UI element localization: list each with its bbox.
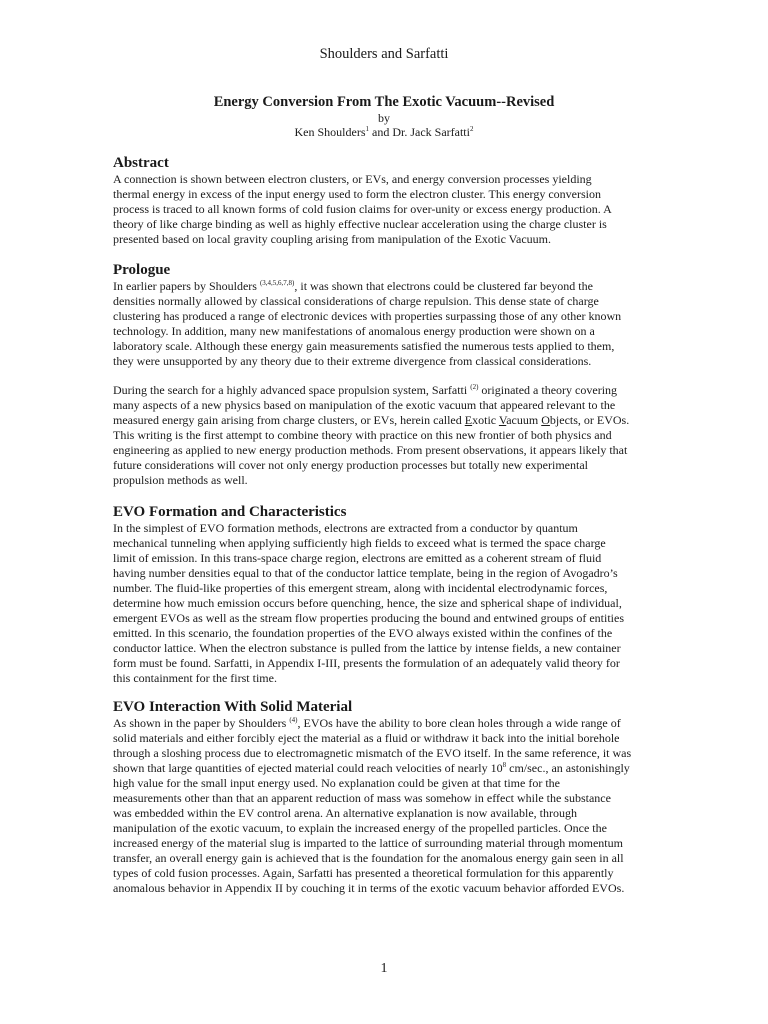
underlined-letter: V <box>498 413 507 427</box>
text-line: theory of like charge binding as well as highly effective nuclear acceleration using the charge cluster is <box>113 217 607 231</box>
text-line: measurements other than that an apparent reduction of mass was somehow in effect while the substance <box>113 791 611 805</box>
author-name: Ken Shoulders <box>294 125 366 139</box>
underlined-letter: O <box>541 413 550 427</box>
text-line <box>113 279 658 294</box>
text-line: emitted. In this scenario, the foundation properties of the EVO always existed within the confines of the <box>113 626 613 640</box>
text-run: cm/sec., an astonishingly <box>506 761 630 775</box>
text-line: transfer, an overall energy gain is achieved that is the foundation for the anomalous energy gain seen in all <box>113 851 624 865</box>
citation-marker: (3,4,5,6,7,8) <box>259 279 295 287</box>
text-line <box>113 761 658 776</box>
text-line: In the simplest of EVO formation methods, electrons are extracted from a conductor by quantum <box>113 521 578 535</box>
text-run: shown that large quantities of ejected material could reach velocities of nearly 10 <box>113 761 503 775</box>
text-run: xotic <box>472 413 499 427</box>
page-number: 1 <box>380 961 388 976</box>
text-line: number. The fluid-like properties of this emergent stream, along with incidental electrodynamic forces, <box>113 581 608 595</box>
text-line: limit of emission. In this trans-space charge region, electrons are emitted as a coherent stream of fluid <box>113 551 602 565</box>
text-line <box>113 716 658 731</box>
text-run: In earlier papers by Shoulders <box>113 279 260 293</box>
text-run: bjects, or EVOs. <box>549 413 630 427</box>
text-line: many aspects of a new physics based on manipulation of the exotic vacuum that appeared relevant to the <box>113 398 616 412</box>
text-line: manipulation of the exotic vacuum, to explain the increased energy of the propelled particles. Once the <box>113 821 607 835</box>
text-line: increased energy of the material slug is imparted to the lattice of surrounding material through momentum <box>113 836 623 850</box>
author-name: Dr. Jack Sarfatti <box>392 125 470 139</box>
text-line: laboratory scale. Although these energy gain measurements satisfied the numerous tests applied to them, <box>113 339 615 353</box>
text-line: having number densities equal to that of the conductor lattice template, being in the region of Avogadro’s <box>113 566 618 580</box>
text-line: they were unsupported by any theory due to their extreme divergence from classical considerations. <box>113 354 592 368</box>
text-line: mechanical tunneling when applying sufficiently high fields to exceed what is termed the space charge <box>113 536 606 550</box>
text-line: solid materials and either forcibly eject the material as a fluid or withdraw it back into the initial borehole <box>113 731 620 745</box>
section-heading-abstract: Abstract <box>113 155 169 171</box>
text-line: emergent EVOs as well as the stream flow properties producing the bound and entwined groups of entities <box>113 611 624 625</box>
affiliation-marker: 2 <box>469 125 474 133</box>
text-line: form must be found. Sarfatti, in Appendix I-III, presents the formulation of an adequately valid theory for <box>113 656 620 670</box>
text-line: conductor lattice. When the electron substance is pulled from the lattice by intense fields, a new container <box>113 641 621 655</box>
text-line <box>113 413 658 428</box>
text-line: determine how much emission occurs before quenching, hence, the size and spherical shape of individual, <box>113 596 622 610</box>
text-line: A connection is shown between electron clusters, or EVs, and energy conversion processes yielding <box>113 172 592 186</box>
author-list <box>0 125 768 139</box>
text-line: high value for the small input energy used. No explanation could be given at that time for the <box>113 776 560 790</box>
text-run: originated a theory covering <box>478 383 618 397</box>
text-line: engineering as applied to new energy production methods. From present observations, it appears likely that <box>113 443 628 457</box>
text-line: was embedded within the EV control arena. An alternative explanation is now available, through <box>113 806 577 820</box>
text-run: measured energy gain arising from charge clusters, or EVs, herein called <box>113 413 465 427</box>
text-run: acuum <box>506 413 542 427</box>
running-header: Shoulders and Sarfatti <box>319 46 449 62</box>
evo-formation-paragraph <box>113 521 658 686</box>
text-line: propulsion methods as well. <box>113 473 248 487</box>
section-heading-evo-interaction: EVO Interaction With Solid Material <box>113 699 353 715</box>
text-line: this containment for the first time. <box>113 671 277 685</box>
text-line: clustering has produced a range of electronic devices with properties surpassing those of any other known <box>113 309 622 323</box>
underlined-letter: E <box>464 413 473 427</box>
abstract-paragraph <box>113 172 658 247</box>
text-run: As shown in the paper by Shoulders <box>113 716 290 730</box>
text-line: through a sloshing process due to electromagnetic mismatch of the EVO itself. In the same reference, it was <box>113 746 632 760</box>
text-line: types of cold fusion processes. Again, Sarfatti has presented a theoretical formulation for this apparently <box>113 866 614 880</box>
byline: by <box>378 111 390 125</box>
text-line: future considerations will cover not only energy production processes but totally new experimental <box>113 458 588 472</box>
text-line: presented based on local gravity coupling arising from manipulation of the Exotic Vacuum. <box>113 232 551 246</box>
prologue-paragraph-2 <box>113 383 658 488</box>
section-heading-evo-formation: EVO Formation and Characteristics <box>113 504 347 520</box>
author-separator: and <box>369 125 393 139</box>
citation-marker: (2) <box>470 383 479 391</box>
text-line: This writing is the first attempt to combine theory with practice on this new frontier of both physics and <box>113 428 612 442</box>
text-run: , EVOs have the ability to bore clean holes through a wide range of <box>297 716 621 730</box>
text-line: densities normally allowed by classical considerations of charge repulsion. This dense state of charge <box>113 294 599 308</box>
paper-title: Energy Conversion From The Exotic Vacuum--Revised <box>213 94 555 110</box>
prologue-paragraph-1 <box>113 279 658 369</box>
section-heading-prologue: Prologue <box>113 262 171 278</box>
text-run: , it was shown that electrons could be clustered far beyond the <box>294 279 593 293</box>
text-run: During the search for a highly advanced space propulsion system, Sarfatti <box>113 383 471 397</box>
affiliation-marker: 1 <box>365 125 369 133</box>
text-line: technology. In addition, many new manifestations of anomalous energy production were shown on a <box>113 324 595 338</box>
citation-marker: (4) <box>289 716 298 724</box>
text-line <box>113 383 658 398</box>
evo-interaction-paragraph <box>113 716 658 896</box>
exponent: 8 <box>502 761 507 769</box>
text-line: anomalous behavior in Appendix II by couching it in terms of the exotic vacuum behavior afforded EVOs. <box>113 881 625 895</box>
text-line: thermal energy in excess of the input energy used to form the electron cluster. This energy conversion <box>113 187 601 201</box>
text-line: process is traced to all known forms of cold fusion claims for over-unity or excess energy production. A <box>113 202 612 216</box>
